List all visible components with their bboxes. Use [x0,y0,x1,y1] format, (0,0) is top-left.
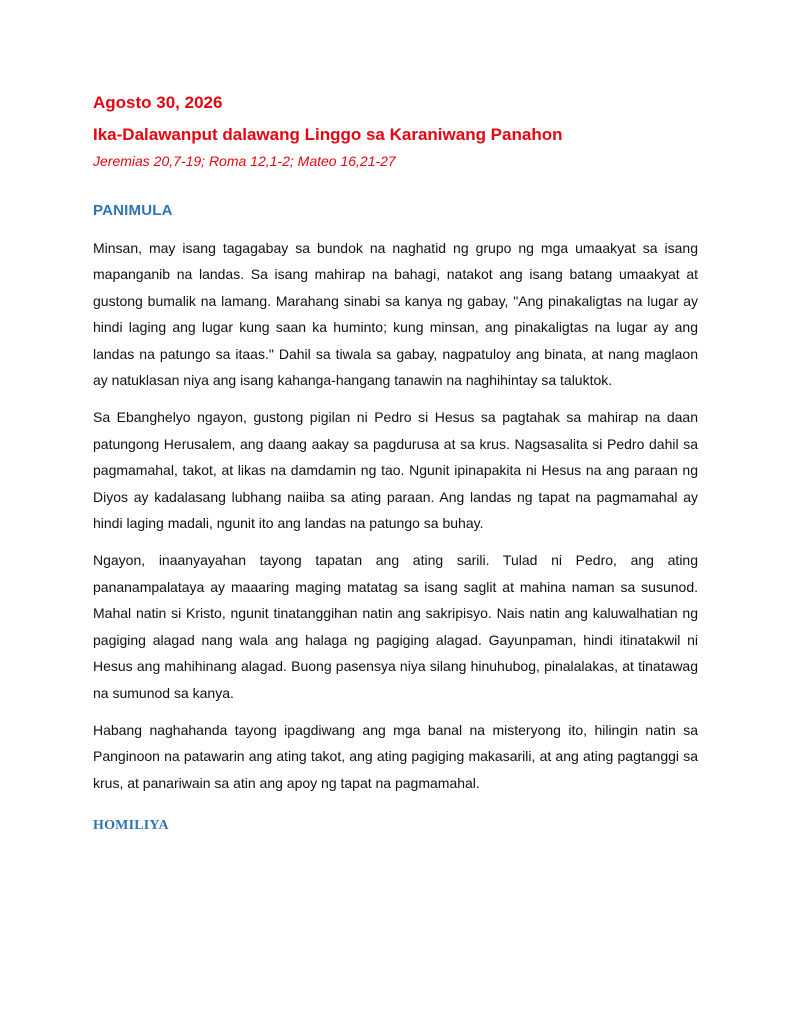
panimula-paragraph-2: Sa Ebanghelyo ngayon, gustong pigilan ni Pedro si Hesus sa pagtahak sa mahirap na daan patungong Herusalem, ang daang aakay sa pagdurusa at sa krus. Nagsasalita si Pedro dahil sa pagmamahal, takot, at likas na damdamin ng tao. Ngunit ipinapakita ni Hesus na ang paraan ng Diyos ay kadalasang lubhang naiiba sa ating paraan. Ang landas ng tapat na pagmamahal ay hindi laging madali, ngunit ito ang landas na patungo sa buhay. [93,409,698,532]
panimula-paragraph-4: Habang naghahanda tayong ipagdiwang ang mga banal na misteryong ito, hilingin natin sa Panginoon na patawarin ang ating takot, ang ating pagiging makasarili, at ang ating pagtanggi sa krus, at panariwain sa atin ang apoy ng tapat na pagmamahal. [93,721,698,791]
section-heading-homiliya: HOMILIYA [93,818,169,834]
panimula-paragraph-3: Ngayon, inaanyayahan tayong tapatan ang ating sarili. Tulad ni Pedro, ang ating pananampalataya ay maaaring maging matatag sa isang saglit at mahina naman sa susunod. Mahal natin si Kristo, ngunit tinatanggihan natin ang sakripisyo. Nais natin ang kaluwalhatian ng pagiging alagad nang wala ang halaga ng pagiging alagad. Gayunpaman, hindi itinatakwil ni Hesus ang mahihinang alagad. Buong pasensya niya silang hinuhubog, pinalalakas, at tinatawag na sumunod sa kanya. [93,552,698,701]
scripture-readings: Jeremias 20,7-19; Roma 12,1-2; Mateo 16,21-27 [93,153,396,169]
section-heading-panimula: PANIMULA [93,202,173,219]
document-page [93,90,698,836]
document-date: Agosto 30, 2026 [93,93,223,112]
document-title: Ika-Dalawanput dalawang Linggo sa Karaniwang Panahon [93,125,563,144]
panimula-paragraph-1: Minsan, may isang tagagabay sa bundok na naghatid ng grupo ng mga umaakyat sa isang mapanganib na landas. Sa isang mahirap na bahagi, natakot ang isang batang umaakyat at gustong bumalik na lamang. Marahang sinabi sa kanya ng gabay, "Ang pinakaligtas na lugar ay hindi laging ang lugar kung saan ka huminto; kung minsan, ang pinakaligtas na lugar ay ang landas na patungo sa itaas." Dahil sa tiwala sa gabay, nagpatuloy ang binata, at nang maglaon ay natuklasan niya ang isang kahanga-hangang tanawin na naghihintay sa taluktok. [93,240,698,389]
